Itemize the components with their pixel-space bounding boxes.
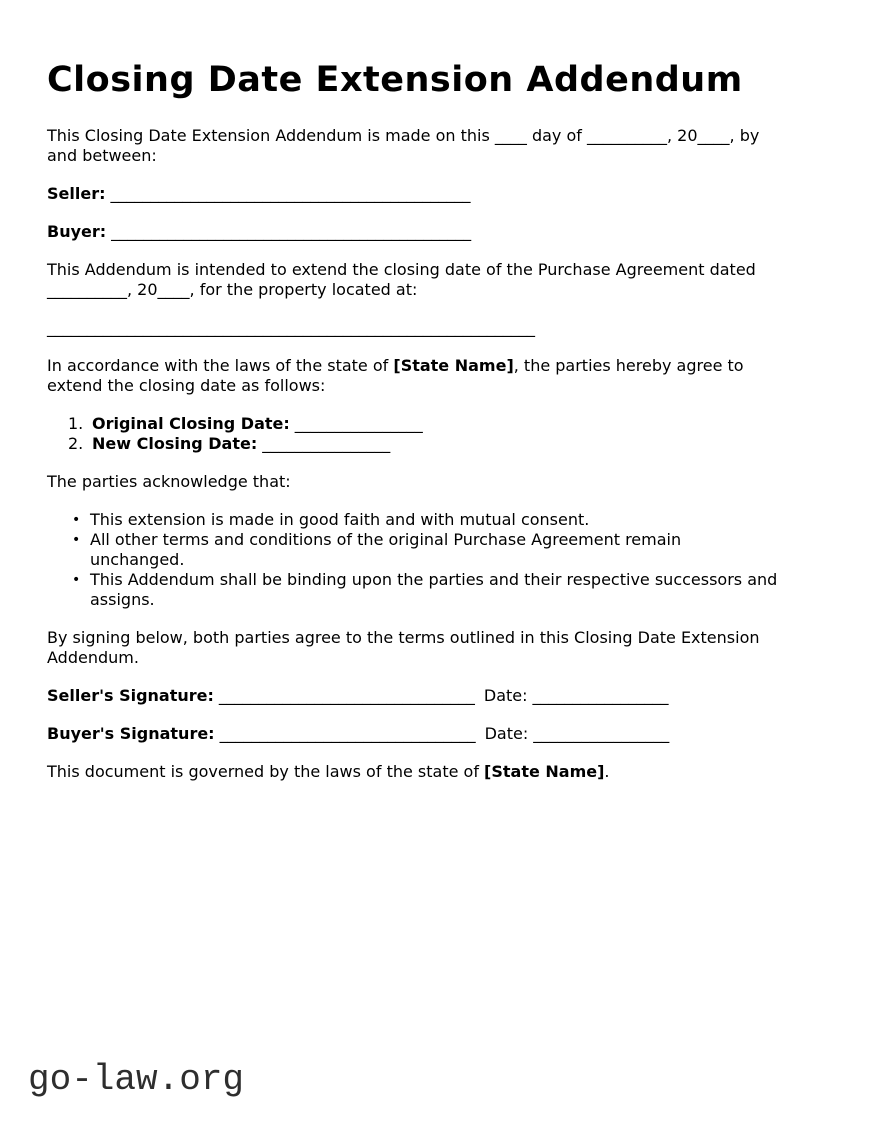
seller-row	[47, 184, 822, 204]
original-closing-date-label: Original Closing Date:	[92, 414, 290, 433]
bullet-line: unchanged.	[90, 550, 185, 569]
accordance-post-text: , the parties hereby agree to	[513, 356, 744, 375]
bullet-text	[90, 530, 681, 570]
accordance-line-1	[47, 356, 822, 376]
bullet-icon: •	[72, 532, 81, 548]
seller-signature-label: Seller's Signature:	[47, 686, 214, 705]
buyer-row	[47, 222, 822, 242]
bullet-item-good-faith	[72, 510, 822, 530]
bullet-icon: •	[72, 572, 81, 588]
buyer-signature-blank: ________________________________	[219, 724, 476, 743]
bullet-item-terms-unchanged	[72, 530, 822, 570]
bullet-item-binding-successors	[72, 570, 822, 610]
intro-line-2: and between:	[47, 146, 157, 165]
bullet-line: assigns.	[90, 590, 155, 609]
governing-pre-text: This document is governed by the laws of the state of	[47, 762, 485, 781]
purpose-line-1: This Addendum is intended to extend the closing date of the Purchase Agreement dated	[47, 260, 756, 279]
bullet-text	[90, 570, 777, 610]
buyer-signature-label: Buyer's Signature:	[47, 724, 215, 743]
acknowledgment-heading: The parties acknowledge that:	[47, 472, 291, 491]
buyer-name-blank: _____________________________________________	[111, 222, 472, 241]
date-label: Date:	[483, 686, 528, 705]
item-number: 1.	[68, 414, 84, 433]
bullet-line: All other terms and conditions of the original Purchase Agreement remain	[90, 530, 682, 549]
governing-post-text: .	[604, 762, 610, 781]
buyer-signature-row	[47, 724, 822, 744]
new-closing-date-blank: ________________	[262, 434, 391, 453]
item-number: 2.	[68, 434, 84, 453]
state-name-placeholder: [State Name]	[484, 762, 605, 781]
list-item-original-closing-date	[68, 414, 822, 434]
state-name-placeholder: [State Name]	[393, 356, 514, 375]
seller-date-blank: _________________	[532, 686, 669, 705]
governing-law-statement	[47, 762, 822, 782]
seller-label: Seller:	[47, 184, 106, 203]
seller-signature-row	[47, 686, 822, 706]
purpose-line-2: __________, 20____, for the property located at:	[47, 280, 418, 299]
accordance-paragraph	[47, 356, 822, 396]
intro-line-1: This Closing Date Extension Addendum is made on this ____ day of __________, 20____, by	[47, 126, 760, 145]
acknowledgment-bullet-list	[47, 510, 822, 610]
signing-paragraph	[47, 628, 822, 668]
signing-line-1: By signing below, both parties agree to the terms outlined in this Closing Date Extension	[47, 628, 760, 647]
purpose-paragraph	[47, 260, 822, 300]
accordance-pre-text: In accordance with the laws of the state of	[47, 356, 394, 375]
property-address-blank-line: _____________________________________________________________	[47, 318, 535, 337]
bullet-icon: •	[72, 512, 81, 528]
bullet-line: This extension is made in good faith and with mutual consent.	[90, 510, 590, 529]
bullet-line: This Addendum shall be binding upon the parties and their respective successors and	[90, 570, 778, 589]
document-title: Closing Date Extension Addendum	[47, 60, 743, 100]
original-closing-date-blank: ________________	[294, 414, 423, 433]
intro-paragraph	[47, 126, 822, 166]
closing-dates-list	[47, 414, 822, 454]
new-closing-date-label: New Closing Date:	[92, 434, 258, 453]
accordance-line-2: extend the closing date as follows:	[47, 376, 326, 395]
footer-watermark-site-url: go-law.org	[28, 1059, 245, 1100]
date-label: Date:	[484, 724, 529, 743]
buyer-date-blank: _________________	[533, 724, 670, 743]
bullet-text	[90, 510, 589, 530]
list-item-new-closing-date	[68, 434, 822, 454]
buyer-label: Buyer:	[47, 222, 107, 241]
signing-line-2: Addendum.	[47, 648, 139, 667]
seller-name-blank: _____________________________________________	[110, 184, 471, 203]
seller-signature-blank: ________________________________	[218, 686, 475, 705]
